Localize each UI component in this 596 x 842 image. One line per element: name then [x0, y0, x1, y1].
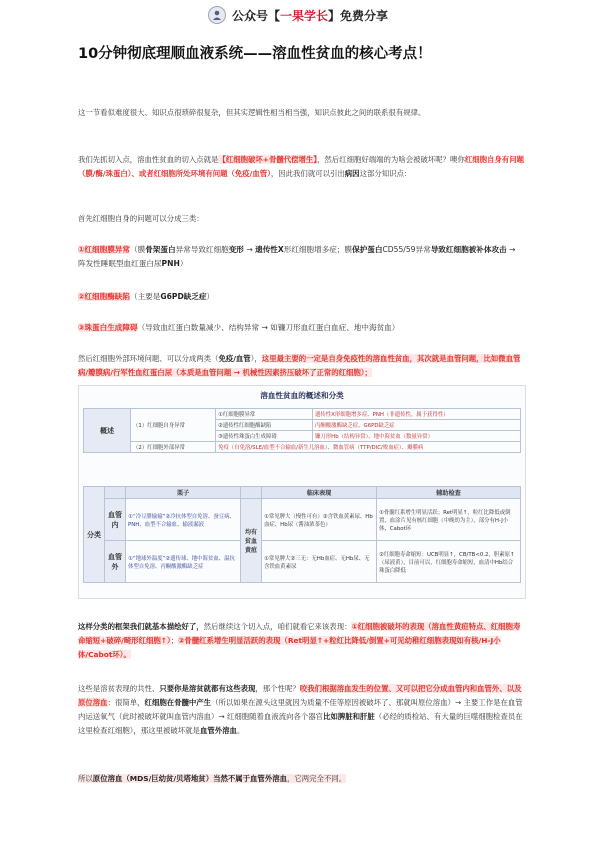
intro-paragraph: 这一节看似难度很大、知识点很琐碎很复杂，但其实逻辑性相当相当强，知识点彼此之间的联系很有规律。 [78, 108, 426, 117]
both-label: 均有贫血黄疸 [241, 499, 262, 583]
type2-paragraph: ②红细胞酶缺陷（主要是G6PD缺乏症） [78, 292, 215, 301]
header-bar [0, 0, 596, 30]
out-clinic: ①常见脾大②三无：无Hb血症、无Hb尿、无含铁血黄素尿 [262, 541, 377, 583]
out-label: 血管外 [105, 541, 126, 583]
header-text: 公众号【一果学长】免费分享 [231, 8, 389, 23]
outside-paragraph: 然后红细胞外部环境问题、可以分成两类（免疫/血管），这里最主要的一定是自身免疫性的溶血性贫血，其次就是血管问题，比如微血管病/瓣膜病/行军性血红蛋白尿（本质是血管问题 → 机械性因素挤压破坏了正常的红细胞）； [78, 354, 521, 377]
col-head-example: 栗子 [126, 487, 241, 499]
item-membrane: ①红细胞膜异常 [216, 409, 313, 420]
classification-figure [78, 385, 526, 599]
item-enzyme-note: 丙酮酸激酶缺乏症、G6PD缺乏症 [313, 420, 521, 431]
classification-table [83, 486, 521, 583]
location-paragraph: 这些是溶贫表现的共性、只要你是溶贫就都有这些表现，那个性呢？咬我们根据溶血发生的位置、又可以把它分成血管内和血管外、以及原位溶血：很简单，红细胞在骨髓中产生（所以如果在源头这里就因为质量不佳等原因被破坏了、那就叫原位溶血）→ 主要工作是在血管内运送氧气（此时被破坏就叫血管内溶血）→ 红细胞随着血液流向各个器官比如脾脏和肝脏（必经的质检站、有大量的巨噬细胞检查员在这里检查红细胞），那这里被破坏就是血管外溶血。 [78, 684, 523, 735]
type3-paragraph: ③珠蛋白生成障碍（导致血红蛋白数量减少、结构异常 → 如镰刀形血红蛋白血症、地中海贫血） [78, 323, 400, 332]
item-membrane-note: 遗传性X形细胞增多症、PNH（非遗传性，属于获得性） [313, 409, 521, 420]
item-globin-note: 镰刀形Hb（结构异常）、地中海贫血（数量异常） [313, 431, 521, 442]
overview-label: 概述 [84, 409, 131, 453]
in-lab: ①骨髓红系增生明显活跃；Ret明显↑，粒红比降低或倒置，血涂片见有核红细胞（中晚幼为主），部分有H-J小体、Cabot环 [377, 499, 521, 541]
in-clinic: ①常见脾大（慢性可有）②含铁血黄素尿、Hb血症、Hb尿（酱油浓茶色） [262, 499, 377, 541]
avatar [208, 6, 226, 24]
type1-paragraph: ①红细胞膜异常（膜骨架蛋白异常导致红细胞变形 → 遗传性X形红细胞增多症；膜保护蛋白CD55/59异常导致红细胞被补体攻击 → 阵发性睡眠型血红蛋白尿PNH） [78, 245, 516, 268]
self-intro: 首先红细胞自身的问题可以分成三类： [78, 214, 204, 223]
outer-row-label: （2）红细胞外部异常 [131, 442, 216, 453]
item-enzyme: ②遗传性红细胞酶缺陷 [216, 420, 313, 431]
entry-paragraph: 我们先抓切入点，溶血性贫血的切入点就是【红细胞破坏+骨髓代偿增生】，然后红细胞好端端的为啥会被破坏呢？噢你红细胞自身有问题（膜/酶/珠蛋白）、或者红细胞所处环境有问题（免疫/血管），因此我们就可以引出病因这部分知识点： [78, 155, 524, 178]
class-label: 分类 [84, 487, 105, 583]
final-paragraph: 所以原位溶血（MDS/巨幼贫/贝塔地贫）当然不属于血管外溶血，它两完全不同。 [78, 774, 347, 783]
person-icon [211, 9, 223, 21]
in-label: 血管内 [105, 499, 126, 541]
summary-paragraph: 这样分类的框架我们就基本描绘好了，然后继续这个切入点，咱们就看它来该表现：①红细胞被破坏的表现（溶血性黄疸特点、红细胞寿命缩短+破碎/畸形红细胞↑）；②骨髓红系增生明显活跃的表现（Ret明显↑+粒红比降低/倒置+可见幼稚红细胞表现如有核/H-J小体/Cabot环）。 [78, 622, 521, 659]
brand-name: 一果学长 [279, 8, 328, 23]
out-lab: ②红细胞寿命缩短：UCB明显↑，CB/TB<0.2，胆素原↑（尿液黄），目前可以，红细胞寿命缩短，血清中Hb结合珠蛋白降低 [377, 541, 521, 583]
col-head-clinic: 临床表现 [262, 487, 377, 499]
figure-title: 溶血性贫血的概述和分类 [260, 391, 344, 400]
in-example: ①“冷豆腊输输”②冷抗体型自免溶、蚕豆病、PNH、血型不合输血、输液漏液 [126, 499, 241, 541]
outer-row-note: 免疫（自免溶/SLE/血型不合输血/新生儿溶血）、微血管病（TTP/DIC/败血症）、瓣膜病 [216, 442, 521, 453]
page-title: 10分钟彻底理顺血液系统——溶血性贫血的核心考点！ [78, 46, 432, 62]
col-head-lab: 辅助检查 [377, 487, 521, 499]
item-globin: ③遗传性珠蛋白生成障碍 [216, 431, 313, 442]
self-row-label: （1）红细胞自身异常 [131, 409, 216, 442]
out-example: ①“地球外温度”②遗传球、地中海贫血、温抗体型自免溶、丙酮酸激酶缺乏症 [126, 541, 241, 583]
overview-table [83, 408, 521, 453]
